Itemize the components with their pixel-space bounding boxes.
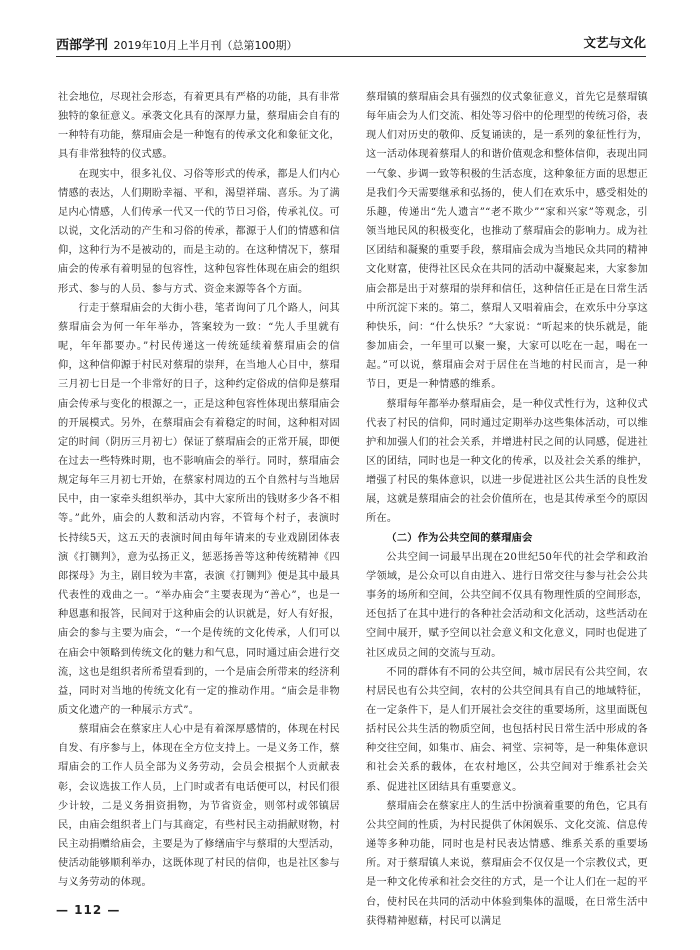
journal-title: [56, 34, 298, 53]
paragraph: 蔡瑁每年都举办蔡瑁庙会，是一种仪式性行为，这种仪式代表了村民的信仰，同时通过定期举办这些集体活动，可以维护和加强人们的社会关系，并增进村民之间的认同感，促进社区的团结，同时也是一种文化的传承，以及社会关系的维护，增强了村民的集体意识，以进一步促进社区公共生活的良性发展，这就是蔡瑁庙会的社会价值所在，也是其传承至今的原因所在。: [366, 398, 648, 525]
page-number: — 112 —: [56, 903, 121, 917]
journal-name: 西部学刊: [56, 38, 109, 53]
page-header: [56, 32, 646, 57]
right-column: [366, 88, 648, 931]
paragraph: 蔡瑁庙会在蔡家庄人的生活中扮演着重要的角色，它具有公共空间的性质，为村民提供了休闲娱乐、文化交流、信息传递等多种功能，同时也是村民表达情感、维系关系的重要场所。对于蔡瑁镇人来说，蔡瑁庙会不仅仅是一个宗教仪式，更是一种文化传承和社会交往的方式，是一个让人们在一起的平台，使村民在共同的活动中体验到集体的温暖，在日常生活中获得精神慰藉，村民可以满足: [366, 800, 648, 927]
paragraph: 行走于蔡瑁庙会的大街小巷，笔者询问了几个路人，问其蔡瑁庙会为何一年年举办，答案较为一致：“先人手里就有呢，年年都要办。”村民传递这一传统延续着蔡瑁庙会的信仰，这种信仰源于村民对蔡瑁的崇拜，在当地人心目中，蔡瑁三月初七日是一个非常好的日子，这种约定俗成的信仰是蔡瑁庙会传承与变化的根源之一，正是这种包容性体现出蔡瑁庙会的开展模式。另外，在蔡瑁庙会有着稳定的时间，这种相对固定的时间（阴历三月初七）保证了蔡瑁庙会的正常开展，即便在过去一些特殊时期，也不影响庙会的举行。同时，蔡瑁庙会规定每年三月初七开始，在蔡家村周边的五个自然村与当地居民中，由一家牵头组织举办，其中大家所出的钱财多少各不相等。”此外，庙会的人数和活动内容，不管每个村子，表演时长持续5天，这五天的表演时间由每年请来的专业戏剧团体表演《打铡判》，意为弘扬正义，惩恶扬善等这种传统精神《四郎探母》为主，剧目较为丰富，表演《打铡判》便是其中最具代表性的戏曲之一。“举办庙会”主要表现为“善心”，也是一种恩惠和报答，民间对于这种庙会的认识就是，好人有好报，庙会的参与主要为庙会，“一个是传统的文化传承，人们可以在庙会中领略到传统文化的魅力和气息，同时通过庙会进行交流，这也是组织者所希望看到的，一个是庙会所带来的经济利益，同时对当地的传统文化有一定的推动作用。“庙会是非物质文化遗产的一种展示方式”。: [58, 302, 340, 716]
issue-info: 2019年10月上半月刊（总第100期）: [113, 39, 298, 52]
paragraph: 不同的群体有不同的公共空间，城市居民有公共空间，农村居民也有公共空间，农村的公共空间具有自己的地域特征，在一定条件下，是人们开展社会交往的重要场所，这里面既包括村民公共生活的物质空间，也包括村民日常生活中形成的各种交往空间，如集市、庙会、祠堂、宗祠等，是一种集体意识和社会关系的载体，在农村地区，公共空间对于维系社会关系、促进社区团结具有重要意义。: [366, 666, 648, 793]
paragraph: 蔡瑁庙会在蔡家庄人心中是有着深厚感情的，体现在村民自发、有序参与上，体现在全方位支持上。一是义务工作，蔡瑁庙会的工作人员全部为义务劳动，会员会根据个人贡献表彰，会议选拔工作人员，上门时或者有电话便可以，村民们很少计较，二是义务捐资捐物，为节省资金，则邻村或邻镇居民，由庙会组织者上门与其商定，有些村民主动捐献财物，村民主动捐赠给庙会，主要是为了修缮庙宇与蔡瑁的大型活动，使活动能够顺利举办，这既体现了村民的信仰，也是社区参与与义务劳动的体现。: [58, 724, 340, 889]
section-heading: （二）作为公共空间的蔡瑁庙会: [386, 531, 533, 544]
paragraph: 在现实中，很多礼仪、习俗等形式的传承，都是人们内心情感的表达，人们期盼幸福、平和，渴望祥瑞、喜乐。为了满足内心情感，人们传承一代又一代的节日习俗，传承礼仪。可以说，文化活动的产生和习俗的传承，都源于人们的情感和信仰，这种行为不是被动的，而是主动的。在这种情况下，蔡瑁庙会的传承有着明显的包容性，这种包容性体现在庙会的组织形式、参与的人员、参与方式、资金来源等各个方面。: [58, 168, 340, 295]
paragraph: 蔡瑁镇的蔡瑁庙会具有强烈的仪式象征意义，首先它是蔡瑁镇每年庙会为人们交流、相处等习俗中的伦理型的传统习俗，表现人们对历史的敬仰、反复诵读的，是一系列的象征性行为，这一活动体现着蔡瑁人的和谐价值观念和整体信仰，表现出同一气象、步调一致等积极的生活态度，这种象征方面的思想正是我们今天需要继承和弘扬的，使人们在欢乐中，感受相处的乐趣，传递出“先人遗言”“老不欺少”“家和兴家”等观念，引领当地民风的积极变化，也推动了蔡瑁庙会的影响力。成为社区团结和凝聚的重要手段，蔡瑁庙会成为当地民众共同的精神文化财富，使得社区民众在共同的活动中凝聚起来，大家参加庙会都是出于对蔡瑁的崇拜和信任，这种信任正是在日常生活中所沉淀下来的。第二，蔡瑁人又唱着庙会，在欢乐中分享这种快乐，问：“什么快乐？”大家说：“听起来的快乐就是，能参加庙会，一年里可以聚一聚，大家可以吃在一起，喝在一起。”可以说，蔡瑁庙会对于居住在当地的村民而言，是一种节日，更是一种情感的维系。: [366, 92, 648, 391]
section-title: 文艺与文化: [583, 35, 646, 50]
left-column: [58, 88, 340, 893]
paragraph: 社会地位，尽现社会形态，有着更具有严格的功能，具有非常独特的象征意义。承袭文化具有的深厚力量，蔡瑁庙会自有的一种特有功能，蔡瑁庙会是一种饱有的传承文化和象征文化，具有非常独特的仪式感。: [58, 92, 340, 161]
paragraph: 公共空间一词最早出现在20世纪50年代的社会学和政治学领域，是公众可以自由进入、进行日常交往与参与社会公共事务的场所和空间，公共空间不仅具有物理性质的空间形态，还包括了在其中进行的各种社会活动和文化活动，这些活动在空间中展开，赋予空间以社会意义和文化意义，同时也促进了社区成员之间的交流与互动。: [366, 551, 648, 659]
